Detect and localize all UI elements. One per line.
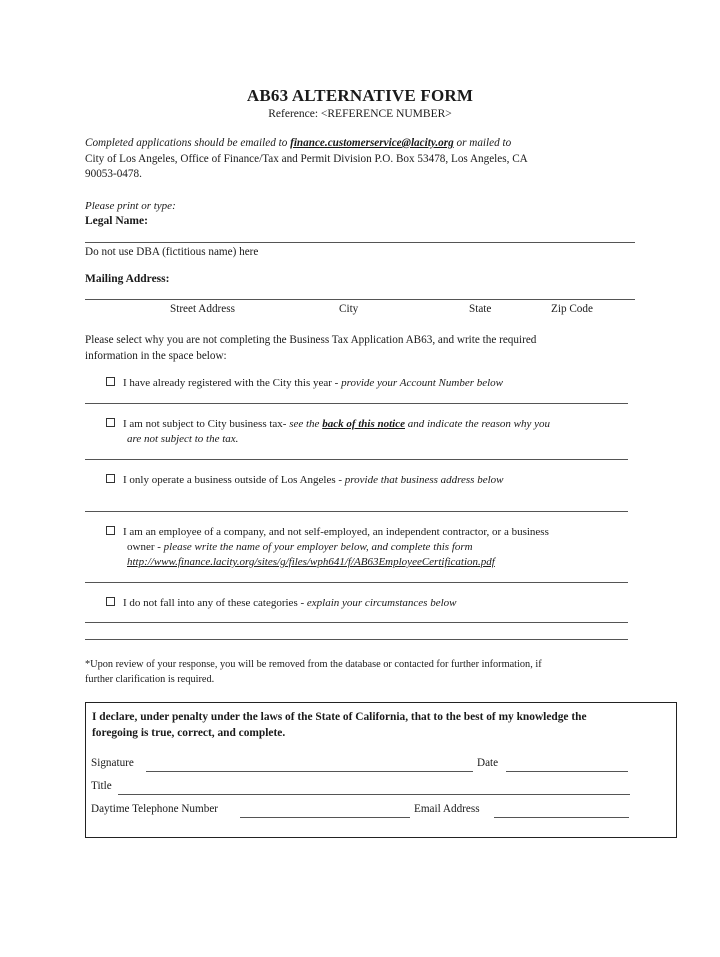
date-label: Date xyxy=(477,757,499,769)
dba-hint: Do not use DBA (fictitious name) here xyxy=(85,246,259,258)
review-note-line1: *Upon review of your response, you will be removed from the database or contacted for further information, if xyxy=(85,659,542,670)
email-link[interactable]: finance.customerservice@lacity.org xyxy=(290,137,454,149)
mailing-address-text: City of Los Angeles, Office of Finance/Tax and Permit Division P.O. Box 53478, Los Angeles, CA xyxy=(85,152,528,165)
employee-certification-link[interactable]: http://www.finance.lacity.org/sites/g/files/wph641/f/AB63EmployeeCertification.pdf xyxy=(127,556,495,568)
declaration-text xyxy=(92,710,667,741)
title-line[interactable] xyxy=(118,794,630,795)
checkbox-employee[interactable] xyxy=(106,526,115,535)
option-employee-text2: owner - xyxy=(127,541,164,553)
answer-line-none-1[interactable] xyxy=(85,622,628,623)
answer-line-outside[interactable] xyxy=(85,511,628,512)
intro-mid: or mailed to xyxy=(453,137,512,149)
review-note-line2: further clarification is required. xyxy=(85,673,215,685)
state-col: State xyxy=(469,303,492,315)
back-of-notice-link[interactable]: back of this notice xyxy=(322,418,405,430)
select-instructions-line2: information in the space below: xyxy=(85,349,227,362)
checkbox-outside[interactable] xyxy=(106,474,115,483)
option-not-subject-hint-c: are not subject to the tax. xyxy=(127,433,239,445)
option-none-text: I do not fall into any of these categories - xyxy=(123,597,307,609)
option-not-subject-text: I am not subject to City business tax- xyxy=(123,418,290,430)
answer-line-none-2[interactable] xyxy=(85,639,628,640)
legal-name-label: Legal Name: xyxy=(85,215,148,227)
option-employee-text: I am an employee of a company, and not self-employed, an independent contractor, or a business xyxy=(123,526,549,538)
option-registered[interactable] xyxy=(108,376,633,391)
city-col: City xyxy=(339,303,359,315)
phone-line[interactable] xyxy=(240,817,410,818)
mailing-address-label: Mailing Address: xyxy=(85,273,170,285)
option-not-subject-hint-b: and indicate the reason why you xyxy=(405,418,551,430)
answer-line-employee[interactable] xyxy=(85,582,628,583)
answer-line-registered[interactable] xyxy=(85,403,628,404)
option-employee[interactable] xyxy=(108,525,633,570)
legal-name-line[interactable] xyxy=(85,242,635,243)
intro-prefix: Completed applications should be emailed to xyxy=(85,137,291,149)
option-none[interactable] xyxy=(108,596,633,611)
mailing-zip-text: 90053-0478. xyxy=(85,168,142,180)
form-title: AB63 ALTERNATIVE FORM xyxy=(246,86,474,105)
reference-number: Reference: <REFERENCE NUMBER> xyxy=(268,108,452,120)
option-registered-hint: provide your Account Number below xyxy=(341,377,504,389)
street-address-col: Street Address xyxy=(170,303,235,315)
review-note xyxy=(85,658,625,687)
option-not-subject[interactable] xyxy=(108,417,633,447)
phone-label: Daytime Telephone Number xyxy=(91,803,219,815)
checkbox-not-subject[interactable] xyxy=(106,418,115,427)
declaration-line2: foregoing is true, correct, and complete. xyxy=(92,726,286,739)
option-registered-text: I have already registered with the City this year - xyxy=(123,377,342,389)
print-hint: Please print or type: xyxy=(85,200,176,212)
signature-label: Signature xyxy=(91,757,134,769)
checkbox-registered[interactable] xyxy=(106,377,115,386)
option-none-hint: explain your circumstances below xyxy=(306,597,457,609)
date-line[interactable] xyxy=(506,771,628,772)
email-line[interactable] xyxy=(494,817,629,818)
signature-line[interactable] xyxy=(146,771,473,772)
declaration-box xyxy=(85,702,677,838)
email-label: Email Address xyxy=(414,803,480,815)
answer-line-not-subject[interactable] xyxy=(85,459,628,460)
zip-code-col: Zip Code xyxy=(551,303,593,315)
title-label: Title xyxy=(91,780,112,792)
option-outside-hint: provide that business address below xyxy=(344,474,504,486)
declaration-line1: I declare, under penalty under the laws of the State of California, that to the best of my knowledge the xyxy=(92,711,587,723)
option-outside-text: I only operate a business outside of Los Angeles - xyxy=(123,474,345,486)
option-outside[interactable] xyxy=(108,473,633,488)
intro-paragraph xyxy=(85,136,630,183)
mailing-address-line[interactable] xyxy=(85,299,635,300)
select-instructions xyxy=(85,333,630,364)
option-not-subject-hint-a: see the xyxy=(289,418,323,430)
checkbox-none[interactable] xyxy=(106,597,115,606)
option-employee-hint: please write the name of your employer below, and complete this form xyxy=(163,541,473,553)
select-instructions-line1: Please select why you are not completing the Business Tax Application AB63, and write the required xyxy=(85,334,537,346)
